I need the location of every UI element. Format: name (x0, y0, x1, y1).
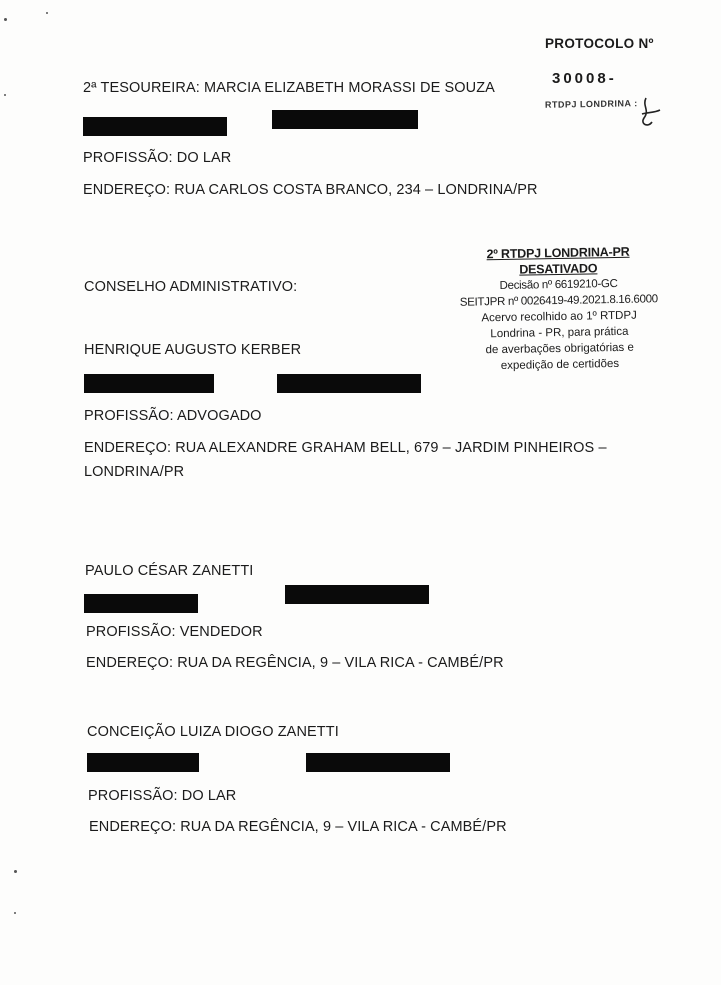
treasurer-line: 2ª TESOUREIRA: MARCIA ELIZABETH MORASSI DE SOUZA (83, 80, 495, 96)
stamp-line: de averbações obrigatórias e (485, 341, 634, 357)
council-heading: CONSELHO ADMINISTRATIVO: (84, 279, 298, 295)
signature-mark (632, 96, 664, 132)
protocol-stamp-text: RTDPJ LONDRINA : (544, 98, 638, 110)
member-name: HENRIQUE AUGUSTO KERBER (84, 342, 302, 358)
treasurer-profession: PROFISSÃO: DO LAR (83, 150, 232, 166)
member-name: CONCEIÇÃO LUIZA DIOGO ZANETTI (87, 724, 339, 740)
member-profession: PROFISSÃO: VENDEDOR (86, 624, 263, 640)
stamp-line: SEITJPR nº 0026419-49.2021.8.16.6000 (459, 293, 658, 309)
member-profession: PROFISSÃO: DO LAR (88, 788, 237, 804)
stamp-title: 2º RTDPJ LONDRINA-PR DESATIVADO (486, 244, 630, 277)
scan-speck (14, 912, 16, 914)
stamp-line: Acervo recolhido ao 1º RTDPJ (481, 309, 637, 325)
protocol-number: 30008- (552, 70, 617, 87)
member-profession: PROFISSÃO: ADVOGADO (84, 408, 262, 424)
scan-speck (4, 94, 6, 96)
redaction-bar (306, 753, 450, 772)
member-address: ENDEREÇO: RUA ALEXANDRE GRAHAM BELL, 679 – JARDIM PINHEIROS – (84, 440, 607, 456)
scan-speck (4, 18, 7, 21)
redaction-bar (84, 594, 198, 613)
registry-stamp (449, 243, 669, 375)
treasurer-address: ENDEREÇO: RUA CARLOS COSTA BRANCO, 234 – LONDRINA/PR (83, 182, 538, 198)
redaction-bar (272, 110, 418, 129)
redaction-bar (84, 374, 214, 393)
member-address: ENDEREÇO: RUA DA REGÊNCIA, 9 – VILA RICA - CAMBÉ/PR (86, 655, 504, 671)
stamp-line: Decisão nº 6619210-GC (499, 277, 618, 293)
stamp-line: Londrina - PR, para prática (490, 325, 629, 341)
redaction-bar (285, 585, 429, 604)
redaction-bar (83, 117, 227, 136)
redaction-bar (87, 753, 199, 772)
protocol-title: PROTOCOLO Nº (545, 36, 654, 51)
member-address: ENDEREÇO: RUA DA REGÊNCIA, 9 – VILA RICA - CAMBÉ/PR (89, 819, 507, 835)
redaction-bar (277, 374, 421, 393)
member-name: PAULO CÉSAR ZANETTI (85, 563, 254, 579)
stamp-line: expedição de certidões (500, 357, 620, 373)
scan-speck (46, 12, 48, 14)
member-address-continued: LONDRINA/PR (84, 464, 185, 480)
scan-speck (14, 870, 17, 873)
